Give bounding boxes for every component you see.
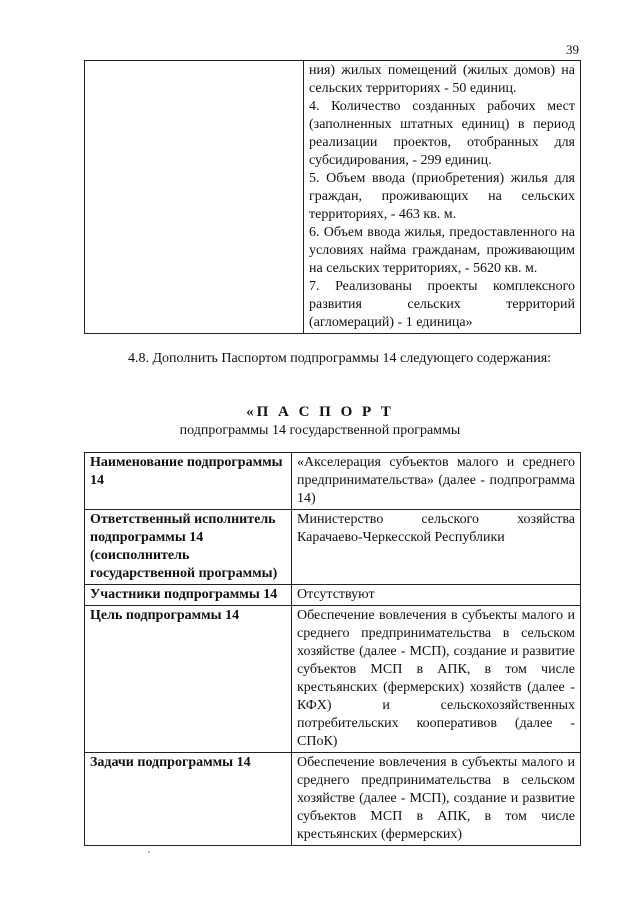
table-row xyxy=(85,510,581,585)
row-value: «Акселерация субъектов малого и среднего предпринимательства» (далее - подпрограмма 14) xyxy=(292,453,581,510)
row-label: Наименование подпрограммы 14 xyxy=(85,453,292,510)
passport-title: «П А С П О Р Т xyxy=(246,404,394,420)
row-label: Ответственный исполнитель подпрограммы 14 (соисполнитель государственной программы) xyxy=(85,510,292,585)
table-row xyxy=(85,453,581,510)
continuation-table xyxy=(84,60,581,334)
indicator-item: 4. Количество созданных рабочих мест (заполненных штатных единиц) в период реализации проектов, отобранных для субсидирования, - 299 единиц. xyxy=(309,99,575,168)
scan-speck xyxy=(148,851,150,853)
table-row xyxy=(85,753,581,846)
indicators-cell xyxy=(304,61,581,334)
indicator-item: ния) жилых помещений (жилых домов) на сельских территориях - 50 единиц. xyxy=(309,63,575,96)
indicator-item: 6. Объем ввода жилья, предоставленного на условиях найма гражданам, проживающим на сельских территориях, - 5620 кв. м. xyxy=(309,225,575,276)
table-row xyxy=(85,606,581,753)
row-value: Отсутствуют xyxy=(292,585,581,606)
passport-table xyxy=(84,452,581,846)
page-number: 39 xyxy=(566,42,579,57)
table-row xyxy=(85,61,581,334)
indicator-item: 5. Объем ввода (приобретения) жилья для граждан, проживающих на сельских территориях, - 463 кв. м. xyxy=(309,171,575,222)
row-label: Участники подпрограммы 14 xyxy=(85,585,292,606)
row-label: Задачи подпрограммы 14 xyxy=(85,753,292,846)
amendment-paragraph: 4.8. Дополнить Паспортом подпрограммы 14 следующего содержания: xyxy=(128,351,552,366)
row-value: Обеспечение вовлечения в субъекты малого и среднего предпринимательства в сельском хозяйстве (далее - МСП), создание и развитие субъектов МСП в АПК, в том числе крестьянских (фермерских) xyxy=(292,753,581,846)
indicator-item: 7. Реализованы проекты комплексного развития сельских территорий (агломераций) - 1 единица» xyxy=(309,279,575,330)
empty-left-cell xyxy=(85,61,304,334)
passport-subtitle: подпрограммы 14 государственной программы xyxy=(179,423,461,438)
row-value: Министерство сельского хозяйства Карачаево-Черкесской Республики xyxy=(292,510,581,585)
row-label: Цель подпрограммы 14 xyxy=(85,606,292,753)
row-value: Обеспечение вовлечения в субъекты малого и среднего предпринимательства в сельском хозяйстве (далее - МСП), создание и развитие субъектов МСП в АПК, в том числе крестьянских (фермерских) хозяйств (далее - КФХ) и сельскохозяйственных потребительских кооперативов (далее - СПоК) xyxy=(292,606,581,753)
table-row xyxy=(85,585,581,606)
